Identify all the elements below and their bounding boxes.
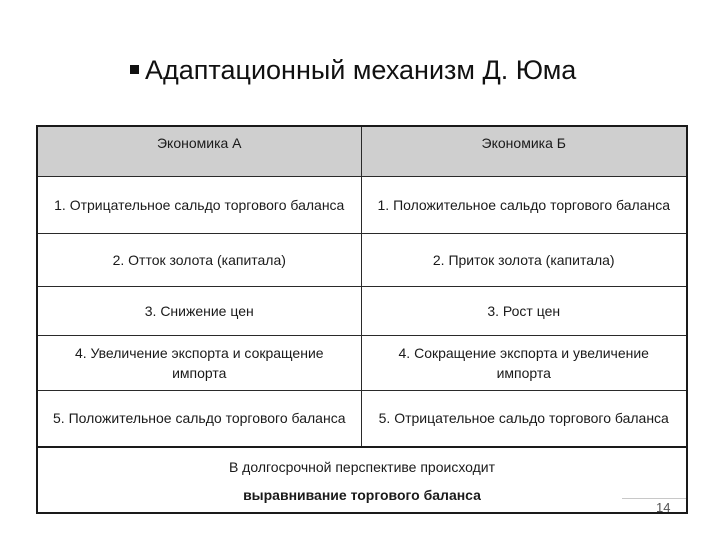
conclusion-row [37,447,687,513]
slide-title [130,52,650,88]
conclusion-cell [37,447,687,513]
table-row [37,390,687,447]
table-cell: 1. Отрицательное сальдо торгового баланса [37,176,361,233]
page-number: 14 [656,500,671,515]
page-number-divider [622,498,686,499]
table-cell: 3. Снижение цен [37,286,361,335]
table-cell: 2. Отток золота (капитала) [37,233,361,286]
square-bullet-icon [130,65,139,74]
conclusion-line-1: В долгосрочной перспективе происходит [228,458,496,475]
comparison-table [36,125,688,514]
table-row [37,286,687,335]
table-cell: 4. Увеличение экспорта и сокращение импорта [37,335,361,390]
slide-title-text: Адаптационный механизм Д. Юма [145,55,577,85]
conclusion-line-2: выравнивание торгового баланса [243,486,481,503]
table-cell: 5. Положительное сальдо торгового баланса [37,390,361,447]
table-row [37,233,687,286]
table-row [37,176,687,233]
header-economy-a: Экономика А [37,126,361,176]
table-cell: 3. Рост цен [361,286,687,335]
header-economy-b: Экономика Б [361,126,687,176]
table-row [37,335,687,390]
table-header-row [37,126,687,176]
table-cell: 5. Отрицательное сальдо торгового баланса [361,390,687,447]
table-cell: 4. Сокращение экспорта и увеличение импорта [361,335,687,390]
table-cell: 1. Положительное сальдо торгового баланса [361,176,687,233]
table-cell: 2. Приток золота (капитала) [361,233,687,286]
